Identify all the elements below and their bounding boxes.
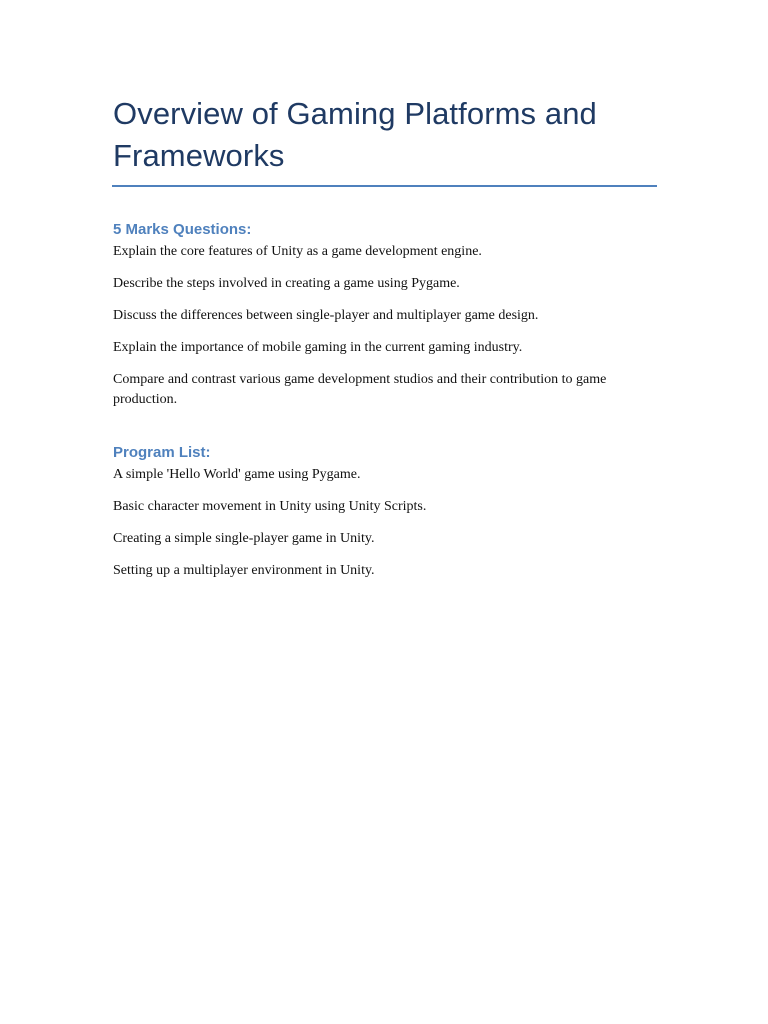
questions-heading: 5 Marks Questions: [113, 221, 252, 238]
program-item: Setting up a multiplayer environment in Unity. [113, 563, 375, 578]
programs-heading: Program List: [113, 444, 211, 461]
program-item: A simple 'Hello World' game using Pygame. [113, 467, 361, 482]
question-item: Explain the importance of mobile gaming in the current gaming industry. [113, 340, 523, 355]
program-item: Creating a simple single-player game in Unity. [113, 531, 375, 546]
question-item: Explain the core features of Unity as a game development engine. [113, 244, 482, 259]
program-item: Basic character movement in Unity using Unity Scripts. [113, 499, 427, 514]
page-title: Overview of Gaming Platforms and Frameworks [113, 96, 597, 173]
document-content [113, 93, 657, 581]
questions-list [113, 242, 657, 410]
question-item: Compare and contrast various game development studios and their contribution to game production. [113, 372, 607, 407]
programs-list [113, 465, 657, 581]
title-underline [112, 185, 657, 187]
question-item: Describe the steps involved in creating a game using Pygame. [113, 276, 460, 291]
question-item: Discuss the differences between single-player and multiplayer game design. [113, 308, 539, 323]
